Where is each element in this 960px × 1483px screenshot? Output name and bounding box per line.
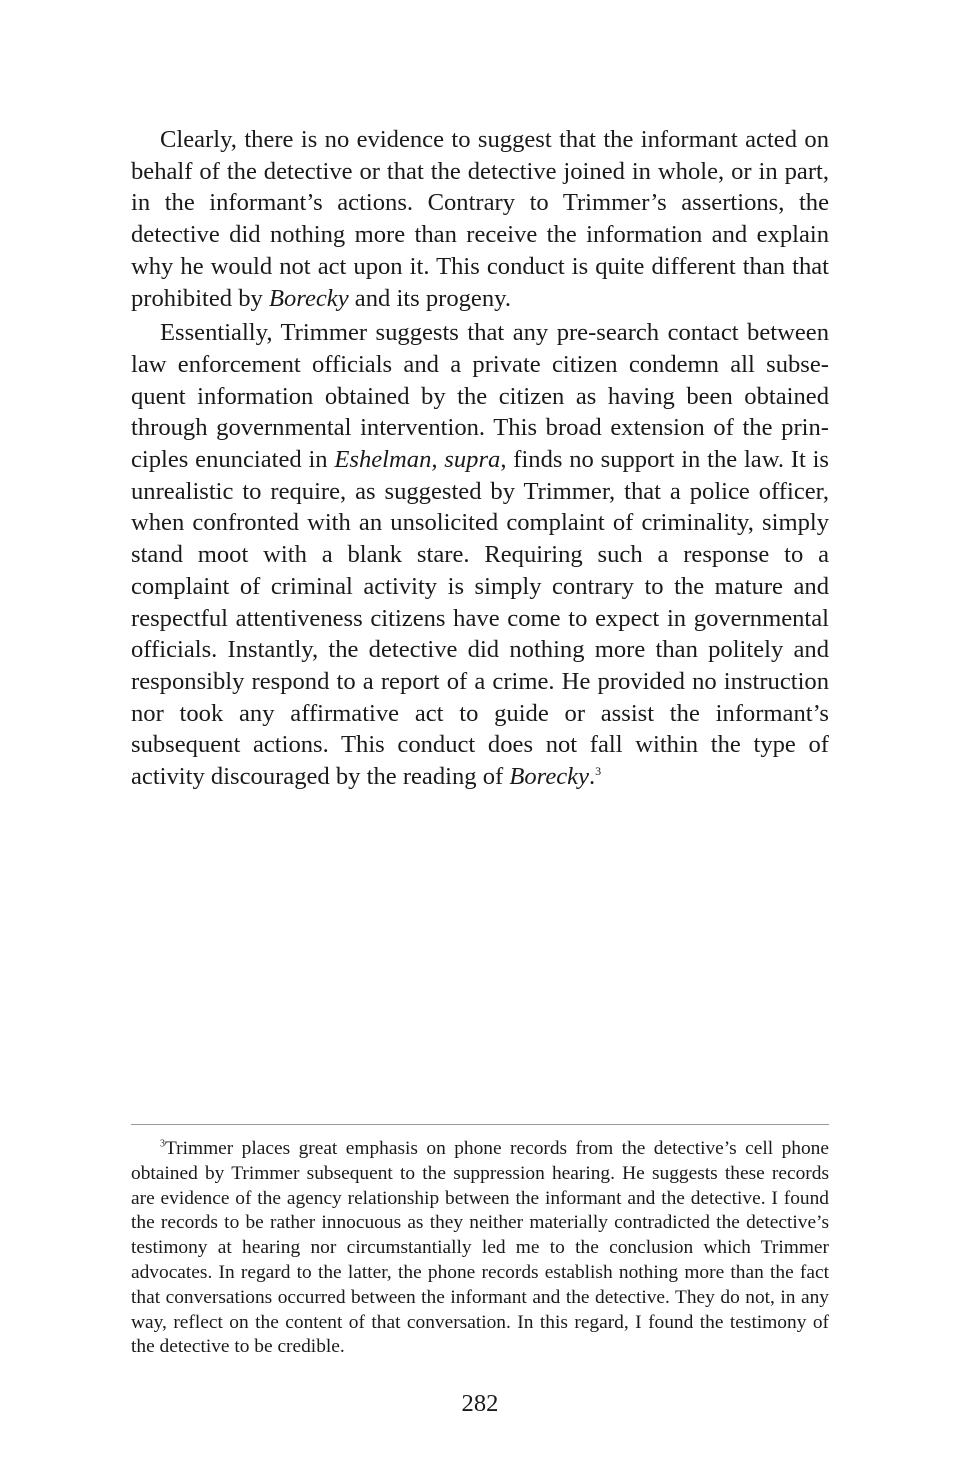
footnote-area [131, 1124, 829, 1360]
paragraph-2-text-a: Essentially, Trimmer suggests that any pre-search contact between law enforcement officials and a private citizen condemn all subsequent information obtained by the citizen as having been obtained through governmental intervention. This broad extension of the principles enunciated in [131, 319, 829, 474]
paragraph-1-text-a: Clearly, there is no evidence to suggest that the informant acted on behalf of the detective or that the detective joined in whole, or in part, in the informant’s actions. Contrary to Trimmer’s assertions, the detective did nothing more than receive the information and explain why he would not act upon it. This conduct is quite different than that prohibited by [131, 126, 829, 312]
paragraph-1-text-b: and its progeny. [348, 284, 511, 312]
page-body [131, 124, 829, 793]
body-paragraph-1 [131, 124, 829, 314]
footnote-3 [131, 1137, 829, 1360]
paragraph-2-text-b: , finds no support in the law. It is unrealistic to require, as suggested by Trimmer, that a police officer, when confronted with an unsolicited complaint of criminality, simply stand moot with a blank stare. Requiring such a response to a complaint of criminal activity is simply contrary to the mature and respectful attentiveness citizens have come to expect in governmental officials. Instantly, the detective did nothing more than politely and responsibly respond to a report of a crime. He provided no instruction nor took any affirmative act to guide or assist the informant’s subsequent actions. This conduct does not fall within the type of activity discouraged by the reading of [131, 446, 829, 791]
footnote-reference: 3 [595, 763, 602, 778]
paragraph-2-text-c: . [589, 763, 596, 791]
page-number: 282 [461, 1390, 499, 1417]
footnote-text: Trimmer places great emphasis on phone records from the detective’s cell phone obtained by Trimmer subsequent to the suppression hearing. He suggests these records are evidence of the agency relationship between the informant and the detective. I found the records to be rather innocuous as they neither materially contradicted the detective’s testimony at hearing nor circumstantially led me to the conclusion which Trimmer advocates. In regard to the latter, the phone records establish nothing more than the fact that conversations occurred between the informant and the detective. They do not, in any way, reflect on the content of that conversation. In this regard, I found the testimony of the detective to be credible. [131, 1138, 829, 1358]
case-name-borecky-2: Borecky [509, 763, 590, 791]
case-name-borecky: Borecky [268, 284, 349, 312]
case-name-eshelman: Eshelman, supra [334, 446, 501, 474]
footnote-divider [131, 1124, 829, 1125]
footnote-marker: 3 [160, 1138, 165, 1150]
body-paragraph-2 [131, 317, 829, 793]
